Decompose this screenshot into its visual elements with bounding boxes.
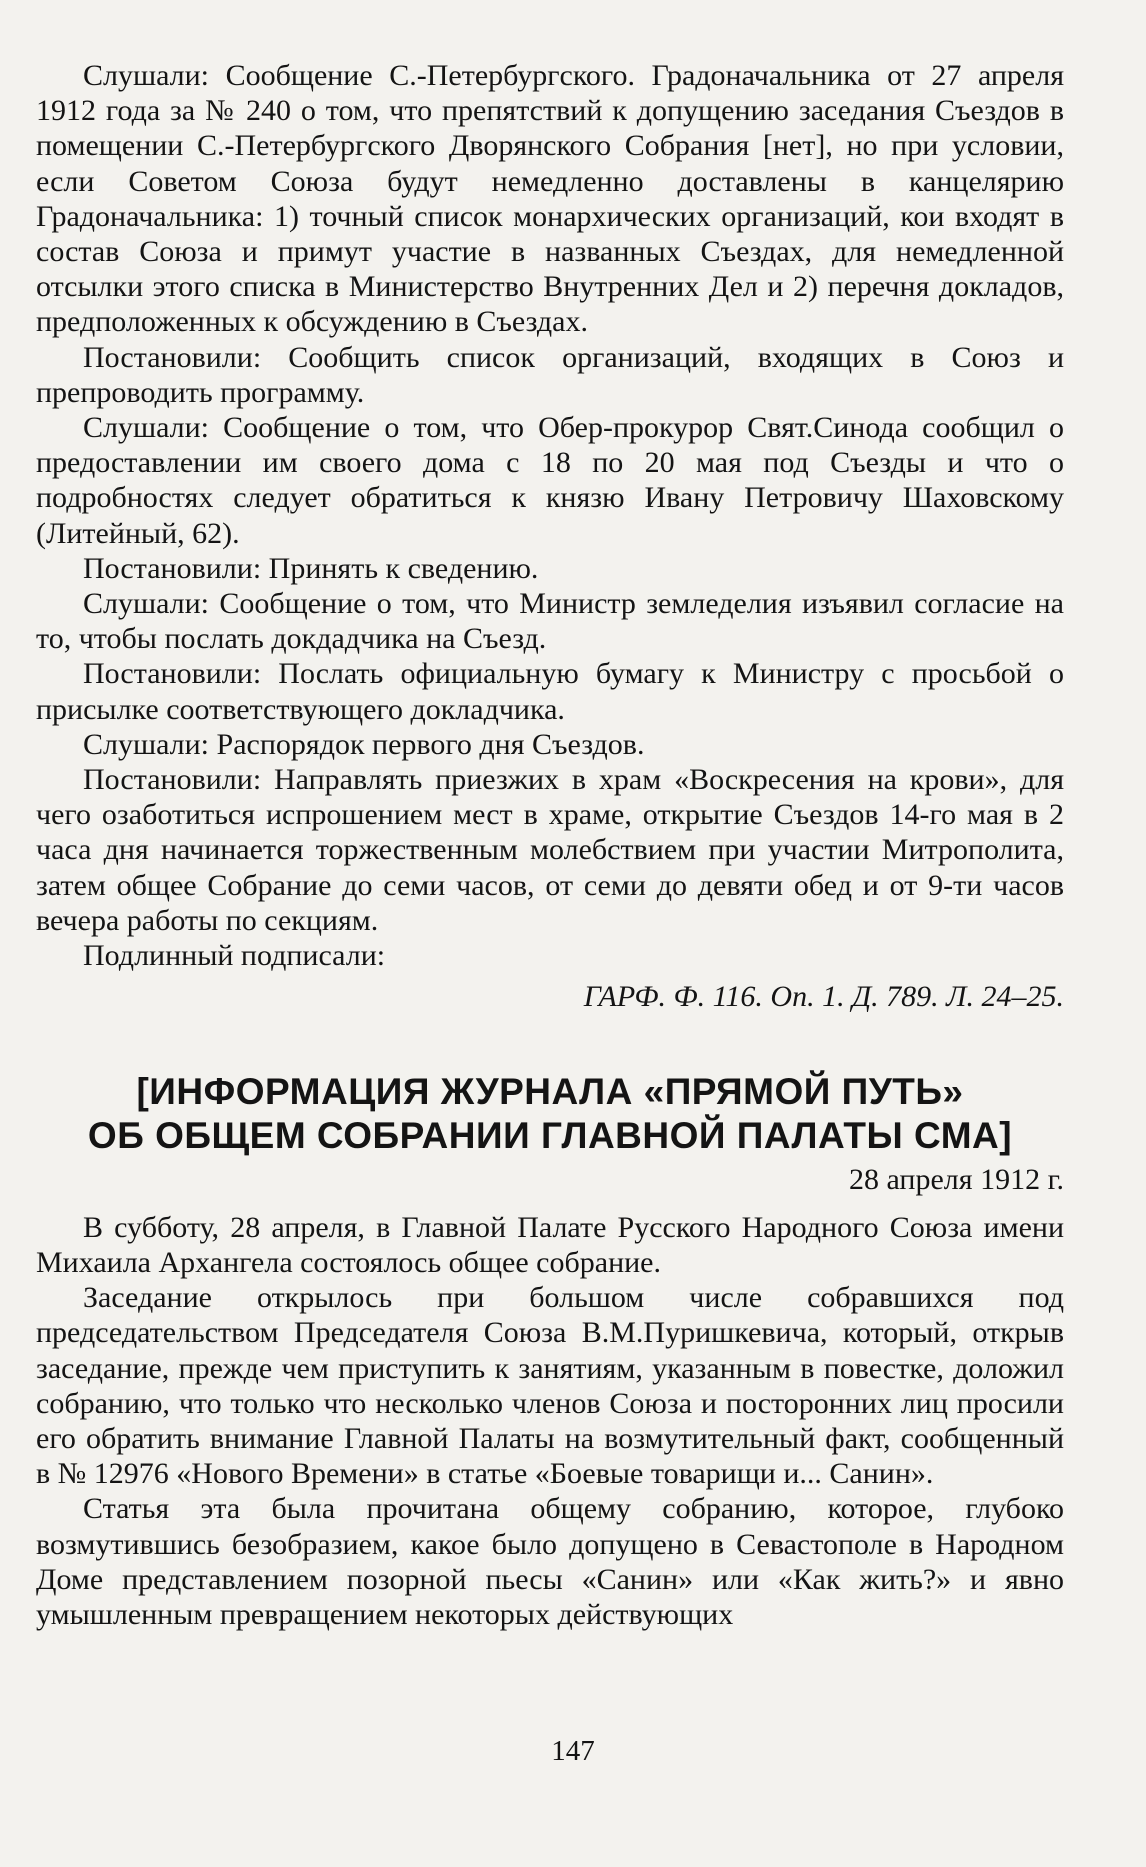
paragraph-heard-synod: Слушали: Сообщение о том, что Обер-прокурор Свят.Синода сообщил о предоставлении им своего дома с 18 по 20 мая под Съезды и что о подробностях следует обратиться к князю Ивану Петровичу Шаховскому (Литейный, 62). <box>36 411 1064 550</box>
paragraph-heard-minister: Слушали: Сообщение о том, что Министр земледелия изъявил согласие на то, чтобы послать докдадчика на Съезд. <box>36 587 1064 656</box>
paragraph-resolved-note: Постановили: Принять к сведению. <box>83 551 539 585</box>
heading-line-2: ОБ ОБЩЕМ СОБРАНИИ ГЛАВНОЙ ПАЛАТЫ СМА] <box>87 1115 1013 1157</box>
paragraph-meeting: В субботу, 28 апреля, в Главной Палате Русского Народного Союза имени Михаила Архангела состоялось общее собрание. <box>36 1210 1064 1279</box>
heading-line-1: [ИНФОРМАЦИЯ ЖУРНАЛА «ПРЯМОЙ ПУТЬ» <box>136 1071 964 1113</box>
section-heading <box>36 1070 1064 1158</box>
archive-citation: ГАРФ. Ф. 116. Оп. 1. Д. 789. Л. 24–25. <box>583 980 1064 1014</box>
paragraph-resolved-schedule: Постановили: Направлять приезжих в храм «Воскресения на крови», для чего озаботиться испрошением мест в храме, открытие Съездов 14-го мая в 2 часа дня начинается торжественным молебствием при участии Митрополита, затем общее Собрание до семи часов, от семи до девяти обед и от 9-ти часов вечера работы по секциям. <box>36 763 1064 937</box>
document-date: 28 апреля 1912 г. <box>849 1163 1064 1197</box>
paragraph-resolved-list: Постановили: Сообщить список организаций, входящих в Союз и препроводить программу. <box>36 340 1064 409</box>
paragraph-signed: Подлинный подписали: <box>83 939 386 973</box>
paragraph-heard-governor: Слушали: Сообщение С.-Петербургского. Градоначальника от 27 апреля 1912 года за № 240 о том, что препятствий к допущению заседания Съездов в помещении С.-Петербургского Дворянского Собрания [нет], но при условии, если Советом Союза будут немедленно доставлены в канцелярию Градоначальника: 1) точный список монархических организаций, кои входят в состав Союза и примут участие в названных Съездах, для немедленной отсылки этого списка в Министерство Внутренних Дел и 2) перечня докладов, предположенных к обсуждению в Съездах. <box>36 59 1064 339</box>
page-number: 147 <box>551 1735 595 1767</box>
paragraph-resolved-letter: Постановили: Послать официальную бумагу к Министру с просьбой о присылке соответствующего докладчика. <box>36 657 1064 726</box>
paragraph-heard-schedule: Слушали: Распорядок первого дня Съездов. <box>83 727 645 761</box>
paragraph-session-opened: Заседание открылось при большом числе собравшихся под председательством Председателя Союза В.М.Пуришкевича, который, открыв заседание, прежде чем приступить к занятиям, указанным в повестке, доложил собранию, что только что несколько членов Союза и посторонних лиц просили его обратить внимание Главной Палаты на возмутительный факт, сообщенный в № 12976 «Нового Времени» в статье «Боевые товарищи и... Санин». <box>36 1281 1064 1491</box>
paragraph-article: Статья эта была прочитана общему собранию, которое, глубоко возмутившись безобразием, какое было допущено в Севастополе в Народном Доме представлением позорной пьесы «Санин» или «Как жить?» и явно умышленным превращением некоторых действующих <box>36 1492 1064 1631</box>
document-body <box>36 58 1064 1632</box>
